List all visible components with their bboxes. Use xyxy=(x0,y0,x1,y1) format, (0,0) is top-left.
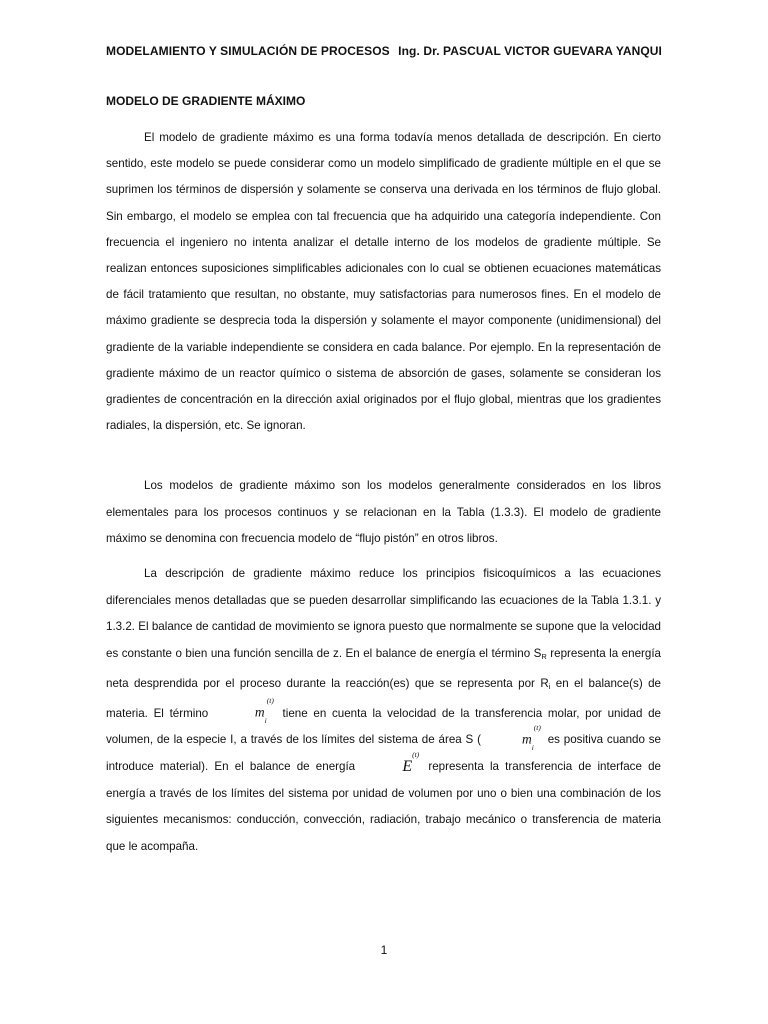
paragraph-2 xyxy=(106,473,661,553)
header-author: Ing. Dr. PASCUAL VICTOR GUEVARA YANQUI xyxy=(398,44,662,58)
math-e-sup: (t) xyxy=(412,750,420,760)
math-e-term xyxy=(361,750,422,775)
paragraph-1 xyxy=(106,125,661,439)
p3-part3: en el balance(s) de materia. El término xyxy=(106,676,661,720)
math-m-sup: (t) xyxy=(266,696,274,706)
math-m-sub: i xyxy=(264,716,267,726)
math-e-base: E xyxy=(402,757,413,775)
math-m-sup-2: (t) xyxy=(533,722,541,732)
math-m-base: m xyxy=(254,704,265,720)
math-m-base-2: m xyxy=(521,731,532,747)
p3-part6: representa la transferencia de interface de energía a través de los límites del sistema por unidad de volumen por uno o bien una combinación de los siguientes mecanismos: conducción, convección, radiación, trabajo mecánico o transferencia de materia que le acompaña. xyxy=(106,759,661,854)
p3-part1: La descripción de gradiente máximo reduce los principios fisicoquímicos a las ecuaciones diferenciales menos detalladas que se pueden desarrollar simplificando las ecuaciones de la Tabla 1.3.1. y 1.3.2. El balance de cantidad de movimiento se ignora puesto que normalmente se supone que la velocidad es constante o bien una función sencilla de z. En el balance de energía el término S xyxy=(106,567,661,661)
p3-sub-i: i xyxy=(548,681,551,691)
page-number: 1 xyxy=(380,943,388,957)
section-title: MODELO DE GRADIENTE MÁXIMO xyxy=(106,94,306,108)
page-header xyxy=(106,44,662,58)
p3-part5: es positiva cuando se introduce material). En el balance de energía xyxy=(106,733,661,773)
math-m-term-2 xyxy=(481,722,544,752)
paragraph-3-text xyxy=(106,561,661,861)
paragraph-3 xyxy=(106,561,661,861)
p3-part2: representa la energía neta desprendida por el proceso durante la reacción(es) que se representa por R xyxy=(106,647,661,690)
math-m-term xyxy=(214,696,277,726)
math-m-sub-2: i xyxy=(531,743,534,752)
paragraph-2-text: Los modelos de gradiente máximo son los modelos generalmente considerados en los libros elementales para los procesos continuos y se relacionan en la Tabla (1.3.3). El modelo de gradiente máximo se denomina con frecuencia modelo de “flujo pistón” en otros libros. xyxy=(106,479,661,545)
p3-sub-r: R xyxy=(541,652,547,662)
paragraph-1-text: El modelo de gradiente máximo es una forma todavía menos detallada de descripción. En cierto sentido, este modelo se puede considerar como un modelo simplificado de gradiente múltiple en el que se suprimen los términos de dispersión y solamente se conserva una derivada en los términos de flujo global. Sin embargo, el modelo se emplea con tal frecuencia que ha adquirido una categoría independiente. Con frecuencia el ingeniero no intenta analizar el detalle interno de los modelos de gradiente múltiple. Se realizan entonces suposiciones simplificables adicionales con lo cual se obtienen ecuaciones matemáticas de fácil tratamiento que resultan, no obstante, muy satisfactorias para numerosos fines. En el modelo de máximo gradiente se desprecia toda la dispersión y solamente el mayor componente (unidimensional) del gradiente de la variable independiente se considera en cada balance. Por ejemplo. En la representación de gradiente máximo de un reactor químico o sistema de absorción de gases, solamente se consideran los gradientes de concentración en la dirección axial originados por el flujo global, mientras que los gradientes radiales, la dispersión, etc. Se ignoran. xyxy=(106,131,661,433)
p3-part4: tiene en cuenta la velocidad de la transferencia molar, por unidad de volumen, de la especie I, a través de los límites del sistema de área S ( xyxy=(106,706,661,747)
header-course-title: MODELAMIENTO Y SIMULACIÓN DE PROCESOS xyxy=(106,44,390,58)
